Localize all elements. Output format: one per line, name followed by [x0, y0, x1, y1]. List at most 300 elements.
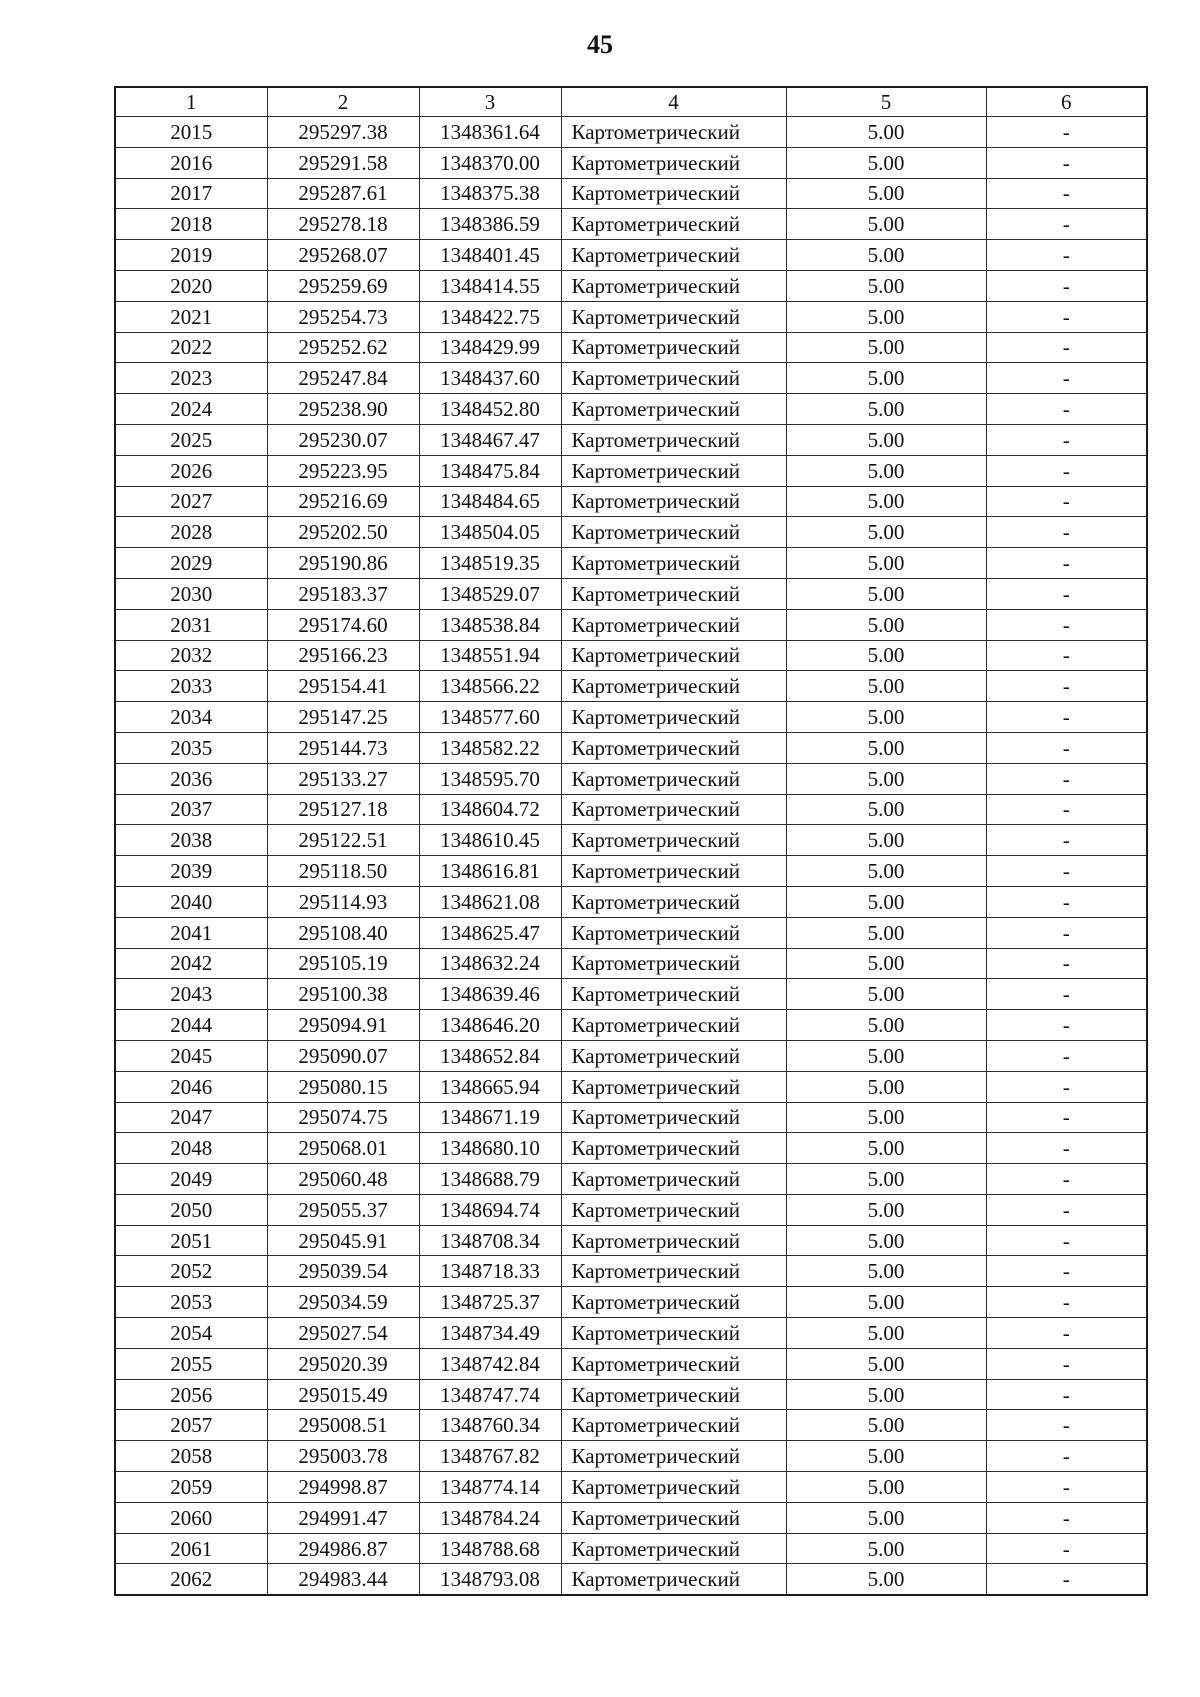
accuracy-cell: 5.00	[786, 1071, 986, 1102]
method-cell: Картометрический	[561, 1010, 786, 1041]
table-row	[115, 917, 1147, 948]
x-coordinate-cell: 295105.19	[267, 948, 419, 979]
accuracy-cell: 5.00	[786, 1164, 986, 1195]
note-cell: -	[986, 917, 1147, 948]
x-coordinate-cell: 295230.07	[267, 424, 419, 455]
method-cell: Картометрический	[561, 1441, 786, 1472]
accuracy-cell: 5.00	[786, 1133, 986, 1164]
y-coordinate-cell: 1348671.19	[419, 1102, 561, 1133]
method-cell: Картометрический	[561, 147, 786, 178]
note-cell: -	[986, 763, 1147, 794]
y-coordinate-cell: 1348538.84	[419, 609, 561, 640]
y-coordinate-cell: 1348422.75	[419, 301, 561, 332]
accuracy-cell: 5.00	[786, 394, 986, 425]
note-cell: -	[986, 640, 1147, 671]
method-cell: Картометрический	[561, 886, 786, 917]
x-coordinate-cell: 294983.44	[267, 1564, 419, 1595]
x-coordinate-cell: 295252.62	[267, 332, 419, 363]
table-row	[115, 794, 1147, 825]
method-cell: Картометрический	[561, 178, 786, 209]
point-number-cell: 2036	[115, 763, 267, 794]
table-row	[115, 1071, 1147, 1102]
x-coordinate-cell: 295080.15	[267, 1071, 419, 1102]
x-coordinate-cell: 295216.69	[267, 486, 419, 517]
table-row	[115, 763, 1147, 794]
note-cell: -	[986, 1502, 1147, 1533]
y-coordinate-cell: 1348718.33	[419, 1256, 561, 1287]
y-coordinate-cell: 1348646.20	[419, 1010, 561, 1041]
y-coordinate-cell: 1348504.05	[419, 517, 561, 548]
y-coordinate-cell: 1348708.34	[419, 1225, 561, 1256]
accuracy-cell: 5.00	[786, 640, 986, 671]
y-coordinate-cell: 1348386.59	[419, 209, 561, 240]
method-cell: Картометрический	[561, 825, 786, 856]
y-coordinate-cell: 1348595.70	[419, 763, 561, 794]
accuracy-cell: 5.00	[786, 948, 986, 979]
y-coordinate-cell: 1348467.47	[419, 424, 561, 455]
accuracy-cell: 5.00	[786, 1564, 986, 1595]
point-number-cell: 2049	[115, 1164, 267, 1195]
x-coordinate-cell: 295154.41	[267, 671, 419, 702]
y-coordinate-cell: 1348621.08	[419, 886, 561, 917]
point-number-cell: 2025	[115, 424, 267, 455]
table-row	[115, 1379, 1147, 1410]
table-row	[115, 1102, 1147, 1133]
y-coordinate-cell: 1348429.99	[419, 332, 561, 363]
point-number-cell: 2035	[115, 732, 267, 763]
note-cell: -	[986, 1348, 1147, 1379]
method-cell: Картометрический	[561, 1194, 786, 1225]
y-coordinate-cell: 1348694.74	[419, 1194, 561, 1225]
method-cell: Картометрический	[561, 332, 786, 363]
accuracy-cell: 5.00	[786, 825, 986, 856]
note-cell: -	[986, 1256, 1147, 1287]
note-cell: -	[986, 1287, 1147, 1318]
note-cell: -	[986, 671, 1147, 702]
accuracy-cell: 5.00	[786, 178, 986, 209]
y-coordinate-cell: 1348529.07	[419, 578, 561, 609]
method-cell: Картометрический	[561, 1133, 786, 1164]
y-coordinate-cell: 1348760.34	[419, 1410, 561, 1441]
note-cell: -	[986, 702, 1147, 733]
accuracy-cell: 5.00	[786, 1533, 986, 1564]
accuracy-cell: 5.00	[786, 1441, 986, 1472]
accuracy-cell: 5.00	[786, 332, 986, 363]
note-cell: -	[986, 1071, 1147, 1102]
table-row	[115, 455, 1147, 486]
table-row	[115, 517, 1147, 548]
note-cell: -	[986, 1441, 1147, 1472]
point-number-cell: 2061	[115, 1533, 267, 1564]
x-coordinate-cell: 295055.37	[267, 1194, 419, 1225]
y-coordinate-cell: 1348437.60	[419, 363, 561, 394]
point-number-cell: 2016	[115, 147, 267, 178]
x-coordinate-cell: 295114.93	[267, 886, 419, 917]
point-number-cell: 2060	[115, 1502, 267, 1533]
note-cell: -	[986, 363, 1147, 394]
table-body	[115, 117, 1147, 1596]
note-cell: -	[986, 240, 1147, 271]
table-row	[115, 1194, 1147, 1225]
point-number-cell: 2019	[115, 240, 267, 271]
table-row	[115, 178, 1147, 209]
x-coordinate-cell: 295027.54	[267, 1318, 419, 1349]
table-row	[115, 1010, 1147, 1041]
accuracy-cell: 5.00	[786, 609, 986, 640]
method-cell: Картометрический	[561, 1256, 786, 1287]
note-cell: -	[986, 609, 1147, 640]
page-number: 45	[587, 30, 613, 59]
x-coordinate-cell: 295259.69	[267, 270, 419, 301]
note-cell: -	[986, 856, 1147, 887]
point-number-cell: 2031	[115, 609, 267, 640]
accuracy-cell: 5.00	[786, 301, 986, 332]
x-coordinate-cell: 295183.37	[267, 578, 419, 609]
accuracy-cell: 5.00	[786, 794, 986, 825]
point-number-cell: 2046	[115, 1071, 267, 1102]
table-row	[115, 1441, 1147, 1472]
point-number-cell: 2057	[115, 1410, 267, 1441]
accuracy-cell: 5.00	[786, 1318, 986, 1349]
y-coordinate-cell: 1348616.81	[419, 856, 561, 887]
note-cell: -	[986, 1040, 1147, 1071]
x-coordinate-cell: 295090.07	[267, 1040, 419, 1071]
table-row	[115, 1133, 1147, 1164]
point-number-cell: 2043	[115, 979, 267, 1010]
x-coordinate-cell: 295238.90	[267, 394, 419, 425]
note-cell: -	[986, 1533, 1147, 1564]
x-coordinate-cell: 295015.49	[267, 1379, 419, 1410]
table-row	[115, 1256, 1147, 1287]
column-header: 1	[115, 87, 267, 117]
table-row	[115, 640, 1147, 671]
table-row	[115, 363, 1147, 394]
method-cell: Картометрический	[561, 856, 786, 887]
point-number-cell: 2044	[115, 1010, 267, 1041]
method-cell: Картометрический	[561, 1164, 786, 1195]
point-number-cell: 2033	[115, 671, 267, 702]
y-coordinate-cell: 1348742.84	[419, 1348, 561, 1379]
table-row	[115, 856, 1147, 887]
y-coordinate-cell: 1348361.64	[419, 117, 561, 148]
method-cell: Картометрический	[561, 517, 786, 548]
note-cell: -	[986, 394, 1147, 425]
x-coordinate-cell: 294998.87	[267, 1472, 419, 1503]
table-row	[115, 548, 1147, 579]
method-cell: Картометрический	[561, 578, 786, 609]
table-row	[115, 1472, 1147, 1503]
accuracy-cell: 5.00	[786, 117, 986, 148]
accuracy-cell: 5.00	[786, 1502, 986, 1533]
method-cell: Картометрический	[561, 240, 786, 271]
point-number-cell: 2056	[115, 1379, 267, 1410]
accuracy-cell: 5.00	[786, 1256, 986, 1287]
accuracy-cell: 5.00	[786, 702, 986, 733]
method-cell: Картометрический	[561, 270, 786, 301]
point-number-cell: 2041	[115, 917, 267, 948]
x-coordinate-cell: 295034.59	[267, 1287, 419, 1318]
note-cell: -	[986, 948, 1147, 979]
accuracy-cell: 5.00	[786, 856, 986, 887]
table-row	[115, 1287, 1147, 1318]
y-coordinate-cell: 1348625.47	[419, 917, 561, 948]
y-coordinate-cell: 1348582.22	[419, 732, 561, 763]
note-cell: -	[986, 455, 1147, 486]
accuracy-cell: 5.00	[786, 209, 986, 240]
point-number-cell: 2062	[115, 1564, 267, 1595]
accuracy-cell: 5.00	[786, 979, 986, 1010]
method-cell: Картометрический	[561, 394, 786, 425]
method-cell: Картометрический	[561, 424, 786, 455]
y-coordinate-cell: 1348375.38	[419, 178, 561, 209]
method-cell: Картометрический	[561, 301, 786, 332]
note-cell: -	[986, 1410, 1147, 1441]
column-header: 4	[561, 87, 786, 117]
x-coordinate-cell: 295254.73	[267, 301, 419, 332]
point-number-cell: 2038	[115, 825, 267, 856]
accuracy-cell: 5.00	[786, 1410, 986, 1441]
table-row	[115, 979, 1147, 1010]
y-coordinate-cell: 1348414.55	[419, 270, 561, 301]
y-coordinate-cell: 1348767.82	[419, 1441, 561, 1472]
note-cell: -	[986, 732, 1147, 763]
method-cell: Картометрический	[561, 1102, 786, 1133]
point-number-cell: 2050	[115, 1194, 267, 1225]
x-coordinate-cell: 295122.51	[267, 825, 419, 856]
table-row	[115, 147, 1147, 178]
table-row	[115, 825, 1147, 856]
accuracy-cell: 5.00	[786, 1194, 986, 1225]
table-header-row	[115, 87, 1147, 117]
y-coordinate-cell: 1348725.37	[419, 1287, 561, 1318]
x-coordinate-cell: 295133.27	[267, 763, 419, 794]
note-cell: -	[986, 1010, 1147, 1041]
method-cell: Картометрический	[561, 1564, 786, 1595]
point-number-cell: 2053	[115, 1287, 267, 1318]
method-cell: Картометрический	[561, 640, 786, 671]
point-number-cell: 2034	[115, 702, 267, 733]
x-coordinate-cell: 295287.61	[267, 178, 419, 209]
y-coordinate-cell: 1348788.68	[419, 1533, 561, 1564]
note-cell: -	[986, 1564, 1147, 1595]
note-cell: -	[986, 1194, 1147, 1225]
point-number-cell: 2018	[115, 209, 267, 240]
y-coordinate-cell: 1348475.84	[419, 455, 561, 486]
method-cell: Картометрический	[561, 609, 786, 640]
accuracy-cell: 5.00	[786, 486, 986, 517]
accuracy-cell: 5.00	[786, 1287, 986, 1318]
table-row	[115, 486, 1147, 517]
note-cell: -	[986, 517, 1147, 548]
coordinates-table	[114, 86, 1148, 1596]
x-coordinate-cell: 295147.25	[267, 702, 419, 733]
method-cell: Картометрический	[561, 671, 786, 702]
note-cell: -	[986, 1164, 1147, 1195]
y-coordinate-cell: 1348452.80	[419, 394, 561, 425]
table-row	[115, 1502, 1147, 1533]
note-cell: -	[986, 1472, 1147, 1503]
table-row	[115, 1225, 1147, 1256]
method-cell: Картометрический	[561, 363, 786, 394]
x-coordinate-cell: 295247.84	[267, 363, 419, 394]
note-cell: -	[986, 332, 1147, 363]
method-cell: Картометрический	[561, 548, 786, 579]
method-cell: Картометрический	[561, 917, 786, 948]
table-row	[115, 1533, 1147, 1564]
table-row	[115, 948, 1147, 979]
table-row	[115, 240, 1147, 271]
method-cell: Картометрический	[561, 1348, 786, 1379]
x-coordinate-cell: 295144.73	[267, 732, 419, 763]
x-coordinate-cell: 295202.50	[267, 517, 419, 548]
note-cell: -	[986, 1133, 1147, 1164]
table-row	[115, 732, 1147, 763]
y-coordinate-cell: 1348774.14	[419, 1472, 561, 1503]
method-cell: Картометрический	[561, 948, 786, 979]
x-coordinate-cell: 295166.23	[267, 640, 419, 671]
accuracy-cell: 5.00	[786, 671, 986, 702]
y-coordinate-cell: 1348688.79	[419, 1164, 561, 1195]
table-row	[115, 578, 1147, 609]
y-coordinate-cell: 1348784.24	[419, 1502, 561, 1533]
point-number-cell: 2047	[115, 1102, 267, 1133]
x-coordinate-cell: 295045.91	[267, 1225, 419, 1256]
accuracy-cell: 5.00	[786, 763, 986, 794]
note-cell: -	[986, 209, 1147, 240]
x-coordinate-cell: 295127.18	[267, 794, 419, 825]
note-cell: -	[986, 578, 1147, 609]
note-cell: -	[986, 886, 1147, 917]
point-number-cell: 2051	[115, 1225, 267, 1256]
point-number-cell: 2017	[115, 178, 267, 209]
point-number-cell: 2026	[115, 455, 267, 486]
y-coordinate-cell: 1348519.35	[419, 548, 561, 579]
accuracy-cell: 5.00	[786, 732, 986, 763]
method-cell: Картометрический	[561, 1502, 786, 1533]
method-cell: Картометрический	[561, 1472, 786, 1503]
accuracy-cell: 5.00	[786, 1040, 986, 1071]
accuracy-cell: 5.00	[786, 1379, 986, 1410]
note-cell: -	[986, 301, 1147, 332]
y-coordinate-cell: 1348484.65	[419, 486, 561, 517]
method-cell: Картометрический	[561, 1318, 786, 1349]
note-cell: -	[986, 794, 1147, 825]
point-number-cell: 2030	[115, 578, 267, 609]
x-coordinate-cell: 295278.18	[267, 209, 419, 240]
x-coordinate-cell: 295094.91	[267, 1010, 419, 1041]
table-row	[115, 609, 1147, 640]
y-coordinate-cell: 1348652.84	[419, 1040, 561, 1071]
method-cell: Картометрический	[561, 763, 786, 794]
x-coordinate-cell: 295003.78	[267, 1441, 419, 1472]
x-coordinate-cell: 295291.58	[267, 147, 419, 178]
table-row	[115, 1040, 1147, 1071]
table-row	[115, 1348, 1147, 1379]
x-coordinate-cell: 295060.48	[267, 1164, 419, 1195]
point-number-cell: 2020	[115, 270, 267, 301]
point-number-cell: 2058	[115, 1441, 267, 1472]
x-coordinate-cell: 294991.47	[267, 1502, 419, 1533]
accuracy-cell: 5.00	[786, 886, 986, 917]
x-coordinate-cell: 295190.86	[267, 548, 419, 579]
accuracy-cell: 5.00	[786, 517, 986, 548]
x-coordinate-cell: 295223.95	[267, 455, 419, 486]
x-coordinate-cell: 295020.39	[267, 1348, 419, 1379]
table-row	[115, 209, 1147, 240]
x-coordinate-cell: 295039.54	[267, 1256, 419, 1287]
accuracy-cell: 5.00	[786, 1472, 986, 1503]
point-number-cell: 2039	[115, 856, 267, 887]
point-number-cell: 2022	[115, 332, 267, 363]
table-row	[115, 1564, 1147, 1595]
x-coordinate-cell: 295100.38	[267, 979, 419, 1010]
method-cell: Картометрический	[561, 455, 786, 486]
table-row	[115, 332, 1147, 363]
method-cell: Картометрический	[561, 1379, 786, 1410]
x-coordinate-cell: 295297.38	[267, 117, 419, 148]
point-number-cell: 2059	[115, 1472, 267, 1503]
note-cell: -	[986, 825, 1147, 856]
y-coordinate-cell: 1348793.08	[419, 1564, 561, 1595]
y-coordinate-cell: 1348551.94	[419, 640, 561, 671]
accuracy-cell: 5.00	[786, 1102, 986, 1133]
table-row	[115, 1164, 1147, 1195]
accuracy-cell: 5.00	[786, 1010, 986, 1041]
method-cell: Картометрический	[561, 1533, 786, 1564]
point-number-cell: 2015	[115, 117, 267, 148]
point-number-cell: 2029	[115, 548, 267, 579]
method-cell: Картометрический	[561, 1225, 786, 1256]
method-cell: Картометрический	[561, 486, 786, 517]
table-row	[115, 1410, 1147, 1441]
x-coordinate-cell: 295108.40	[267, 917, 419, 948]
note-cell: -	[986, 1102, 1147, 1133]
y-coordinate-cell: 1348639.46	[419, 979, 561, 1010]
point-number-cell: 2037	[115, 794, 267, 825]
note-cell: -	[986, 117, 1147, 148]
accuracy-cell: 5.00	[786, 1225, 986, 1256]
point-number-cell: 2048	[115, 1133, 267, 1164]
point-number-cell: 2045	[115, 1040, 267, 1071]
y-coordinate-cell: 1348665.94	[419, 1071, 561, 1102]
y-coordinate-cell: 1348577.60	[419, 702, 561, 733]
point-number-cell: 2027	[115, 486, 267, 517]
y-coordinate-cell: 1348632.24	[419, 948, 561, 979]
point-number-cell: 2032	[115, 640, 267, 671]
method-cell: Картометрический	[561, 702, 786, 733]
point-number-cell: 2023	[115, 363, 267, 394]
accuracy-cell: 5.00	[786, 917, 986, 948]
table-row	[115, 301, 1147, 332]
point-number-cell: 2054	[115, 1318, 267, 1349]
method-cell: Картометрический	[561, 732, 786, 763]
point-number-cell: 2042	[115, 948, 267, 979]
note-cell: -	[986, 1318, 1147, 1349]
method-cell: Картометрический	[561, 794, 786, 825]
point-number-cell: 2028	[115, 517, 267, 548]
table-row	[115, 394, 1147, 425]
note-cell: -	[986, 270, 1147, 301]
accuracy-cell: 5.00	[786, 455, 986, 486]
accuracy-cell: 5.00	[786, 240, 986, 271]
accuracy-cell: 5.00	[786, 270, 986, 301]
x-coordinate-cell: 295068.01	[267, 1133, 419, 1164]
method-cell: Картометрический	[561, 1040, 786, 1071]
note-cell: -	[986, 147, 1147, 178]
point-number-cell: 2021	[115, 301, 267, 332]
table-row	[115, 702, 1147, 733]
x-coordinate-cell: 294986.87	[267, 1533, 419, 1564]
